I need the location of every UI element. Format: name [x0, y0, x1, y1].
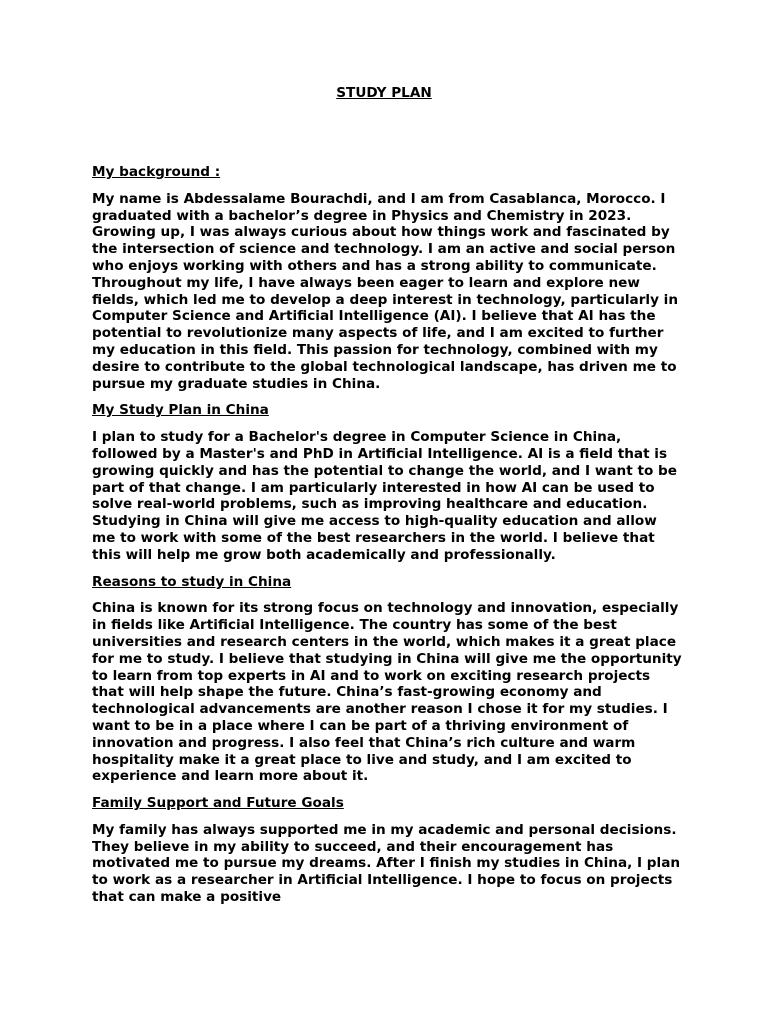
section-heading-background: My background : [92, 164, 221, 180]
section-heading-family-goals: Family Support and Future Goals [92, 795, 344, 812]
section-heading-study-plan: My Study Plan in China [92, 402, 269, 419]
section-family-goals [92, 795, 682, 906]
section-reasons [92, 574, 682, 786]
document-body [92, 164, 682, 916]
section-paragraph-reasons: China is known for its strong focus on technology and innovation, especially in fields like Artificial Intelligence. The country has some of the best universities and research centers in the world, which makes it a great place for me to study. I believe that studying in China will give me the opportunity to learn from top experts in AI and to work on exciting research projects that will help shape the future. China’s fast-growing economy and technological advancements are another reason I chose it for my studies. I want to be in a place where I can be part of a thriving environment of innovation and progress. I also feel that China’s rich culture and warm hospitality make it a great place to live and study, and I am excited to experience and learn more about it. [92, 600, 682, 785]
section-study-plan [92, 402, 682, 563]
section-paragraph-family-goals: My family has always supported me in my academic and personal decisions. They believe in my ability to succeed, and their encouragement has motivated me to pursue my dreams. After I finish my studies in China, I plan to work as a researcher in Artificial Intelligence. I hope to focus on projects that can make a positive [92, 821, 681, 906]
section-heading-reasons: Reasons to study in China [92, 573, 292, 590]
page-title: STUDY PLAN [336, 85, 432, 101]
section-paragraph-study-plan: I plan to study for a Bachelor's degree in Computer Science in China, followed by a Master's and PhD in Artificial Intelligence. AI is a field that is growing quickly and has the potential to change the world, and I want to be part of that change. I am particularly interested in how AI can be used to solve real-world problems, such as improving healthcare and education. Studying in China will give me access to high-quality education and allow me to work with some of the best researchers in the world. I believe that this will help me grow both academically and professionally. [92, 429, 677, 563]
section-background [92, 164, 682, 392]
section-paragraph-background: My name is Abdessalame Bourachdi, and I am from Casablanca, Morocco. I graduated with a bachelor’s degree in Physics and Chemistry in 2023. Growing up, I was always curious about how things work and fascinated by the intersection of science and technology. I am an active and social person who enjoys working with others and has a strong ability to communicate. Throughout my life, I have always been eager to learn and explore new fields, which led me to develop a deep interest in technology, particularly in Computer Science and Artificial Intelligence (AI). I believe that AI has the potential to revolutionize many aspects of life, and I am excited to further my education in this field. This passion for technology, combined with my desire to contribute to the global technological landscape, has driven me to pursue my graduate studies in China. [92, 190, 678, 392]
